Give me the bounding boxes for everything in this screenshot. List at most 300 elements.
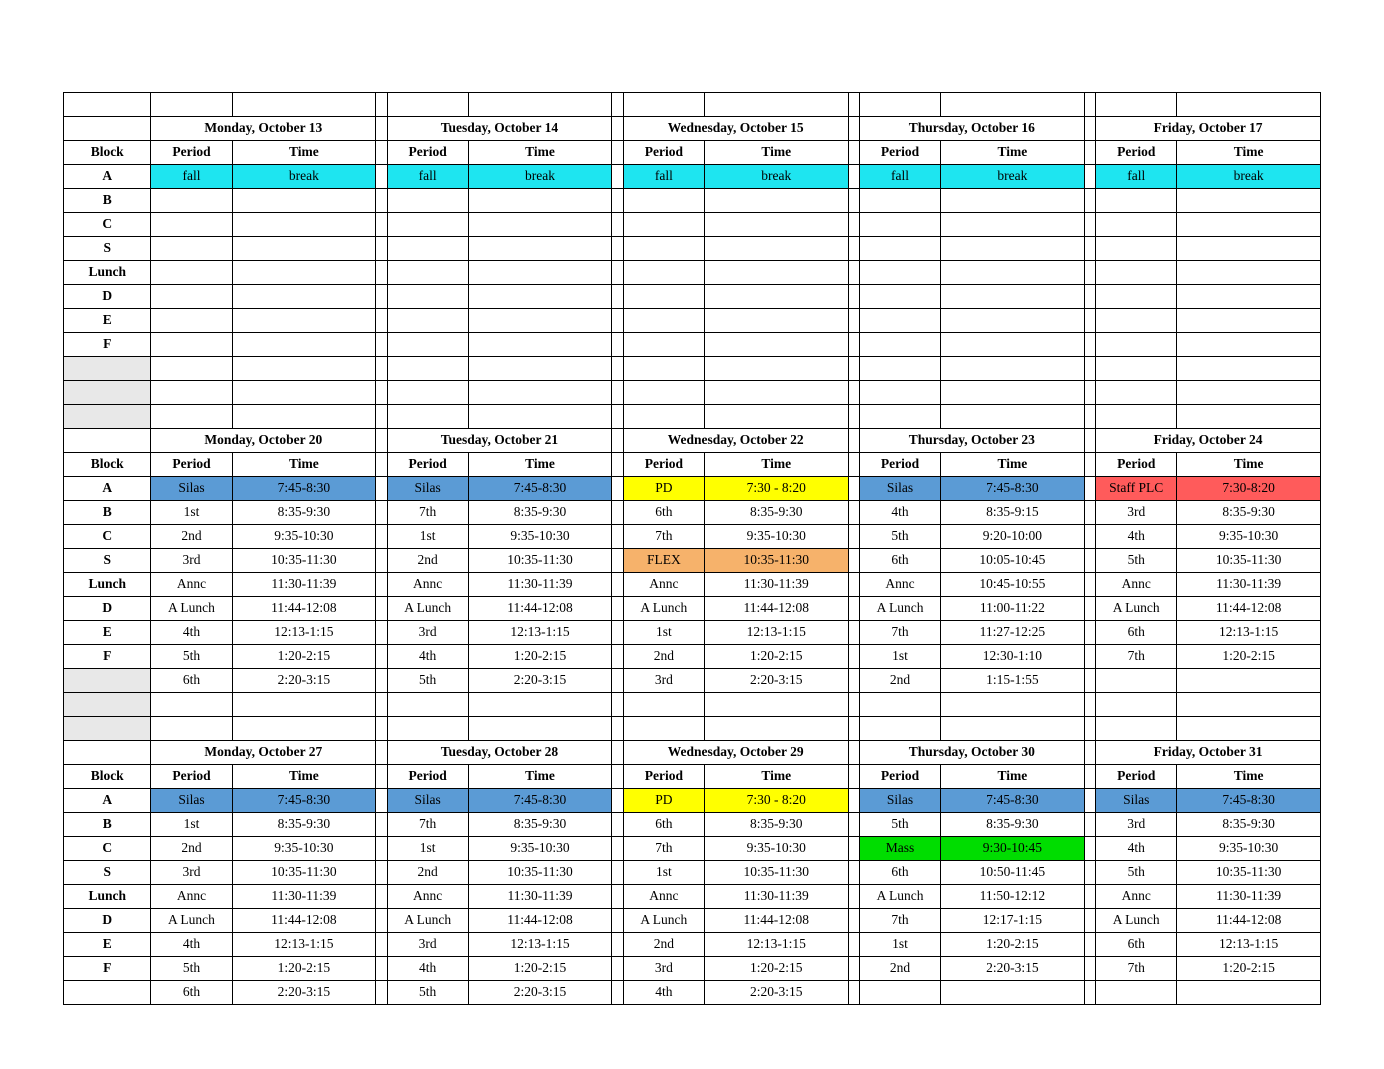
- column-gap: [376, 429, 387, 453]
- period-cell[interactable]: 7th: [623, 525, 704, 549]
- time-cell[interactable]: [1177, 285, 1321, 309]
- blank-cell: [468, 381, 612, 405]
- time-cell[interactable]: 2:20-3:15: [232, 669, 376, 693]
- period-cell[interactable]: [623, 261, 704, 285]
- time-cell[interactable]: 8:35-9:30: [704, 501, 848, 525]
- period-cell[interactable]: 2nd: [859, 669, 940, 693]
- time-cell[interactable]: 11:30-11:39: [232, 885, 376, 909]
- time-cell[interactable]: 8:35-9:30: [704, 813, 848, 837]
- time-cell[interactable]: [941, 357, 1085, 381]
- block-label-cell: Lunch: [64, 573, 151, 597]
- period-cell[interactable]: 5th: [1096, 549, 1177, 573]
- period-cell[interactable]: [623, 189, 704, 213]
- period-cell[interactable]: A Lunch: [387, 909, 468, 933]
- time-cell[interactable]: [1177, 981, 1321, 1005]
- time-cell[interactable]: 11:44-12:08: [232, 909, 376, 933]
- time-cell[interactable]: 10:45-10:55: [941, 573, 1085, 597]
- time-cell[interactable]: 7:30 - 8:20: [704, 789, 848, 813]
- time-cell[interactable]: break: [468, 165, 612, 189]
- time-cell[interactable]: 7:45-8:30: [232, 789, 376, 813]
- time-cell[interactable]: [1177, 309, 1321, 333]
- period-cell[interactable]: fall: [1096, 165, 1177, 189]
- period-cell[interactable]: 5th: [151, 957, 232, 981]
- period-cell[interactable]: [1096, 309, 1177, 333]
- period-cell[interactable]: [1096, 981, 1177, 1005]
- time-cell[interactable]: 2:20-3:15: [704, 669, 848, 693]
- period-cell[interactable]: [1096, 261, 1177, 285]
- period-cell[interactable]: fall: [151, 165, 232, 189]
- time-cell[interactable]: 8:35-9:30: [1177, 501, 1321, 525]
- period-cell[interactable]: 1st: [623, 621, 704, 645]
- period-cell[interactable]: [1096, 213, 1177, 237]
- period-cell[interactable]: 7th: [859, 909, 940, 933]
- time-cell[interactable]: 9:20-10:00: [941, 525, 1085, 549]
- column-gap: [848, 501, 859, 525]
- time-cell[interactable]: 1:20-2:15: [704, 957, 848, 981]
- period-cell[interactable]: [151, 237, 232, 261]
- time-cell[interactable]: 2:20-3:15: [232, 981, 376, 1005]
- period-cell[interactable]: 2nd: [387, 861, 468, 885]
- time-cell[interactable]: [941, 333, 1085, 357]
- period-cell[interactable]: [151, 333, 232, 357]
- period-cell[interactable]: 4th: [151, 933, 232, 957]
- time-cell[interactable]: 8:35-9:30: [941, 813, 1085, 837]
- blank-cell: [468, 717, 612, 741]
- period-cell[interactable]: 1st: [859, 933, 940, 957]
- period-cell[interactable]: [859, 237, 940, 261]
- time-cell[interactable]: 10:35-11:30: [1177, 549, 1321, 573]
- time-cell[interactable]: [1177, 237, 1321, 261]
- time-cell[interactable]: 12:17-1:15: [941, 909, 1085, 933]
- column-gap: [1084, 765, 1095, 789]
- period-cell[interactable]: Mass: [859, 837, 940, 861]
- period-cell[interactable]: [623, 237, 704, 261]
- period-cell[interactable]: [387, 213, 468, 237]
- period-cell[interactable]: 3rd: [387, 933, 468, 957]
- period-cell[interactable]: Annc: [151, 573, 232, 597]
- period-cell[interactable]: PD: [623, 789, 704, 813]
- time-cell[interactable]: 1:20-2:15: [232, 957, 376, 981]
- time-cell[interactable]: [468, 333, 612, 357]
- time-cell[interactable]: 8:35-9:30: [468, 501, 612, 525]
- period-cell[interactable]: 1st: [623, 861, 704, 885]
- time-cell[interactable]: [704, 237, 848, 261]
- time-cell[interactable]: 9:35-10:30: [704, 837, 848, 861]
- period-cell[interactable]: [623, 285, 704, 309]
- time-cell[interactable]: 9:35-10:30: [232, 837, 376, 861]
- period-cell[interactable]: 2nd: [859, 957, 940, 981]
- time-cell[interactable]: [941, 309, 1085, 333]
- period-cell[interactable]: [1096, 669, 1177, 693]
- time-cell[interactable]: 8:35-9:30: [232, 501, 376, 525]
- period-cell[interactable]: Annc: [1096, 885, 1177, 909]
- period-cell[interactable]: fall: [623, 165, 704, 189]
- time-cell[interactable]: 10:35-11:30: [468, 549, 612, 573]
- period-cell[interactable]: [1096, 237, 1177, 261]
- period-cell[interactable]: Silas: [151, 477, 232, 501]
- period-cell[interactable]: A Lunch: [151, 597, 232, 621]
- period-cell[interactable]: A Lunch: [151, 909, 232, 933]
- time-cell[interactable]: 1:20-2:15: [468, 645, 612, 669]
- period-cell[interactable]: 1st: [151, 813, 232, 837]
- day-header-row: [64, 429, 1321, 453]
- time-cell[interactable]: 2:20-3:15: [468, 981, 612, 1005]
- period-cell[interactable]: Silas: [859, 477, 940, 501]
- time-cell[interactable]: [232, 237, 376, 261]
- period-cell[interactable]: 7th: [1096, 645, 1177, 669]
- period-cell[interactable]: Annc: [387, 885, 468, 909]
- time-cell[interactable]: 11:30-11:39: [468, 573, 612, 597]
- day-header: Monday, October 27: [151, 741, 376, 765]
- column-gap: [376, 117, 387, 141]
- period-cell[interactable]: 5th: [859, 813, 940, 837]
- time-cell[interactable]: 11:30-11:39: [704, 885, 848, 909]
- time-cell[interactable]: 9:35-10:30: [704, 525, 848, 549]
- period-cell[interactable]: 5th: [387, 669, 468, 693]
- time-cell[interactable]: 9:35-10:30: [1177, 837, 1321, 861]
- time-cell[interactable]: 10:05-10:45: [941, 549, 1085, 573]
- period-cell[interactable]: A Lunch: [623, 909, 704, 933]
- time-cell[interactable]: [941, 285, 1085, 309]
- period-cell[interactable]: 2nd: [623, 645, 704, 669]
- time-cell[interactable]: [1177, 333, 1321, 357]
- time-cell[interactable]: 1:20-2:15: [941, 933, 1085, 957]
- time-cell[interactable]: 10:35-11:30: [704, 549, 848, 573]
- time-cell[interactable]: [232, 285, 376, 309]
- time-cell[interactable]: 7:30-8:20: [1177, 477, 1321, 501]
- period-cell[interactable]: [859, 189, 940, 213]
- period-cell[interactable]: [387, 261, 468, 285]
- time-cell[interactable]: 7:45-8:30: [468, 789, 612, 813]
- period-cell[interactable]: Staff PLC: [1096, 477, 1177, 501]
- time-cell[interactable]: 11:44-12:08: [468, 909, 612, 933]
- period-cell[interactable]: 5th: [387, 981, 468, 1005]
- period-cell[interactable]: [387, 189, 468, 213]
- time-cell[interactable]: break: [1177, 165, 1321, 189]
- time-cell[interactable]: [704, 285, 848, 309]
- time-cell[interactable]: 12:13-1:15: [1177, 621, 1321, 645]
- time-cell[interactable]: 10:35-11:30: [232, 861, 376, 885]
- time-cell[interactable]: 9:35-10:30: [468, 837, 612, 861]
- time-cell[interactable]: 11:00-11:22: [941, 597, 1085, 621]
- time-cell[interactable]: 11:44-12:08: [704, 597, 848, 621]
- period-cell[interactable]: [1096, 357, 1177, 381]
- time-cell[interactable]: 10:35-11:30: [704, 861, 848, 885]
- period-cell[interactable]: 6th: [1096, 933, 1177, 957]
- time-cell[interactable]: 8:35-9:30: [468, 813, 612, 837]
- period-cell[interactable]: 6th: [859, 861, 940, 885]
- period-cell[interactable]: A Lunch: [859, 885, 940, 909]
- time-cell[interactable]: 1:20-2:15: [1177, 645, 1321, 669]
- period-cell[interactable]: 6th: [623, 501, 704, 525]
- column-gap: [612, 381, 623, 405]
- period-cell[interactable]: [387, 333, 468, 357]
- time-cell[interactable]: 10:35-11:30: [468, 861, 612, 885]
- time-cell[interactable]: [232, 333, 376, 357]
- period-cell[interactable]: 6th: [1096, 621, 1177, 645]
- time-cell[interactable]: 12:13-1:15: [232, 933, 376, 957]
- time-cell[interactable]: [468, 357, 612, 381]
- period-cell[interactable]: 3rd: [623, 669, 704, 693]
- period-cell[interactable]: 7th: [387, 501, 468, 525]
- period-cell[interactable]: 7th: [1096, 957, 1177, 981]
- period-cell[interactable]: 3rd: [1096, 813, 1177, 837]
- time-cell[interactable]: 7:45-8:30: [941, 789, 1085, 813]
- time-cell[interactable]: [1177, 261, 1321, 285]
- period-cell[interactable]: Annc: [623, 573, 704, 597]
- column-gap: [848, 789, 859, 813]
- column-gap: [848, 117, 859, 141]
- table-row: [64, 669, 1321, 693]
- time-cell[interactable]: [941, 213, 1085, 237]
- period-cell[interactable]: 6th: [623, 813, 704, 837]
- period-cell[interactable]: 4th: [151, 621, 232, 645]
- period-cell[interactable]: 2nd: [623, 933, 704, 957]
- time-cell[interactable]: 11:44-12:08: [704, 909, 848, 933]
- time-cell[interactable]: 8:35-9:30: [1177, 813, 1321, 837]
- time-cell[interactable]: 12:13-1:15: [468, 933, 612, 957]
- period-cell[interactable]: 2nd: [387, 549, 468, 573]
- blank-cell: [941, 381, 1085, 405]
- period-cell[interactable]: Silas: [387, 789, 468, 813]
- blank-cell: [623, 381, 704, 405]
- time-cell[interactable]: 9:35-10:30: [1177, 525, 1321, 549]
- period-cell[interactable]: A Lunch: [1096, 597, 1177, 621]
- period-cell[interactable]: Silas: [387, 477, 468, 501]
- period-cell[interactable]: 4th: [1096, 837, 1177, 861]
- period-cell[interactable]: [623, 213, 704, 237]
- time-cell[interactable]: 12:13-1:15: [704, 933, 848, 957]
- period-cell[interactable]: [623, 333, 704, 357]
- blank-cell: [704, 693, 848, 717]
- period-cell[interactable]: 3rd: [151, 861, 232, 885]
- period-cell[interactable]: [623, 309, 704, 333]
- period-cell[interactable]: A Lunch: [387, 597, 468, 621]
- time-cell[interactable]: 11:44-12:08: [232, 597, 376, 621]
- time-cell[interactable]: [1177, 213, 1321, 237]
- time-cell[interactable]: [232, 213, 376, 237]
- period-column-header: Period: [151, 141, 232, 165]
- time-cell[interactable]: 12:13-1:15: [704, 621, 848, 645]
- period-cell[interactable]: [859, 285, 940, 309]
- time-cell[interactable]: 10:35-11:30: [232, 549, 376, 573]
- time-cell[interactable]: [468, 189, 612, 213]
- time-cell[interactable]: [232, 261, 376, 285]
- period-cell[interactable]: [151, 213, 232, 237]
- period-cell[interactable]: 4th: [859, 501, 940, 525]
- time-cell[interactable]: 11:44-12:08: [1177, 909, 1321, 933]
- time-cell[interactable]: break: [704, 165, 848, 189]
- time-cell[interactable]: [232, 309, 376, 333]
- period-cell[interactable]: 1st: [151, 501, 232, 525]
- time-cell[interactable]: 12:13-1:15: [232, 621, 376, 645]
- time-cell[interactable]: [704, 333, 848, 357]
- time-cell[interactable]: 11:30-11:39: [704, 573, 848, 597]
- period-cell[interactable]: 7th: [387, 813, 468, 837]
- column-gap: [376, 837, 387, 861]
- period-cell[interactable]: [387, 357, 468, 381]
- time-cell[interactable]: 11:30-11:39: [1177, 573, 1321, 597]
- period-cell[interactable]: Annc: [859, 573, 940, 597]
- time-cell[interactable]: [704, 357, 848, 381]
- period-cell[interactable]: A Lunch: [1096, 909, 1177, 933]
- period-cell[interactable]: [623, 357, 704, 381]
- time-cell[interactable]: 12:13-1:15: [1177, 933, 1321, 957]
- time-cell[interactable]: [468, 261, 612, 285]
- time-cell[interactable]: [1177, 189, 1321, 213]
- period-cell[interactable]: Annc: [1096, 573, 1177, 597]
- period-cell[interactable]: [859, 333, 940, 357]
- time-cell[interactable]: break: [941, 165, 1085, 189]
- period-cell[interactable]: 7th: [859, 621, 940, 645]
- column-gap: [1084, 549, 1095, 573]
- period-cell[interactable]: 7th: [623, 837, 704, 861]
- period-cell[interactable]: 3rd: [623, 957, 704, 981]
- column-gap: [612, 789, 623, 813]
- period-cell[interactable]: [1096, 189, 1177, 213]
- column-gap: [376, 189, 387, 213]
- period-cell[interactable]: 4th: [623, 981, 704, 1005]
- time-cell[interactable]: 2:20-3:15: [704, 981, 848, 1005]
- time-cell[interactable]: 11:27-12:25: [941, 621, 1085, 645]
- time-cell[interactable]: 1:20-2:15: [704, 645, 848, 669]
- period-cell[interactable]: [859, 357, 940, 381]
- time-cell[interactable]: 12:30-1:10: [941, 645, 1085, 669]
- spacer-row: [64, 717, 1321, 741]
- time-cell[interactable]: [941, 189, 1085, 213]
- time-cell[interactable]: 1:15-1:55: [941, 669, 1085, 693]
- period-cell[interactable]: [859, 309, 940, 333]
- time-cell[interactable]: [232, 189, 376, 213]
- period-cell[interactable]: 1st: [859, 645, 940, 669]
- period-cell[interactable]: Silas: [151, 789, 232, 813]
- period-cell[interactable]: 3rd: [151, 549, 232, 573]
- time-cell[interactable]: 1:20-2:15: [1177, 957, 1321, 981]
- period-cell[interactable]: fall: [859, 165, 940, 189]
- period-cell[interactable]: [151, 357, 232, 381]
- time-cell[interactable]: 11:44-12:08: [1177, 597, 1321, 621]
- period-cell[interactable]: [387, 309, 468, 333]
- time-cell[interactable]: 1:20-2:15: [232, 645, 376, 669]
- period-cell[interactable]: fall: [387, 165, 468, 189]
- period-cell[interactable]: 5th: [859, 525, 940, 549]
- time-cell[interactable]: [704, 189, 848, 213]
- period-cell[interactable]: [1096, 285, 1177, 309]
- period-cell[interactable]: 6th: [151, 981, 232, 1005]
- time-cell[interactable]: [941, 261, 1085, 285]
- period-cell[interactable]: 4th: [387, 645, 468, 669]
- period-cell[interactable]: 2nd: [151, 837, 232, 861]
- time-cell[interactable]: [704, 261, 848, 285]
- block-label-cell: F: [64, 645, 151, 669]
- time-cell[interactable]: [704, 309, 848, 333]
- period-cell[interactable]: 6th: [859, 549, 940, 573]
- period-cell[interactable]: [387, 285, 468, 309]
- time-cell[interactable]: [1177, 669, 1321, 693]
- period-cell[interactable]: Annc: [151, 885, 232, 909]
- period-cell[interactable]: A Lunch: [859, 597, 940, 621]
- time-cell[interactable]: [704, 213, 848, 237]
- period-cell[interactable]: [151, 285, 232, 309]
- time-cell[interactable]: 7:45-8:30: [941, 477, 1085, 501]
- period-cell[interactable]: [151, 261, 232, 285]
- period-cell[interactable]: [859, 213, 940, 237]
- period-cell[interactable]: [1096, 333, 1177, 357]
- time-cell[interactable]: [468, 285, 612, 309]
- time-cell[interactable]: 9:35-10:30: [468, 525, 612, 549]
- column-gap: [612, 813, 623, 837]
- blank-cell: [941, 405, 1085, 429]
- time-cell[interactable]: [468, 309, 612, 333]
- time-cell[interactable]: [1177, 357, 1321, 381]
- time-cell[interactable]: [468, 213, 612, 237]
- time-cell[interactable]: 11:44-12:08: [468, 597, 612, 621]
- time-cell[interactable]: [941, 237, 1085, 261]
- period-cell[interactable]: [151, 189, 232, 213]
- corner-cell: [64, 93, 151, 117]
- blank-cell: [387, 93, 468, 117]
- period-cell[interactable]: Silas: [1096, 789, 1177, 813]
- period-cell[interactable]: 3rd: [1096, 501, 1177, 525]
- time-cell[interactable]: 8:35-9:30: [232, 813, 376, 837]
- period-cell[interactable]: [859, 261, 940, 285]
- time-cell[interactable]: 12:13-1:15: [468, 621, 612, 645]
- period-cell[interactable]: A Lunch: [623, 597, 704, 621]
- period-cell[interactable]: 4th: [387, 957, 468, 981]
- period-cell[interactable]: [151, 309, 232, 333]
- period-cell[interactable]: Silas: [859, 789, 940, 813]
- time-cell[interactable]: 10:35-11:30: [1177, 861, 1321, 885]
- time-cell[interactable]: 10:50-11:45: [941, 861, 1085, 885]
- column-gap: [376, 549, 387, 573]
- time-cell[interactable]: [468, 237, 612, 261]
- period-cell[interactable]: 2nd: [151, 525, 232, 549]
- blank-cell: [623, 717, 704, 741]
- period-cell[interactable]: 3rd: [387, 621, 468, 645]
- time-cell[interactable]: 7:30 - 8:20: [704, 477, 848, 501]
- period-cell[interactable]: 5th: [1096, 861, 1177, 885]
- period-cell[interactable]: 6th: [151, 669, 232, 693]
- period-cell[interactable]: PD: [623, 477, 704, 501]
- time-cell[interactable]: 2:20-3:15: [468, 669, 612, 693]
- time-cell[interactable]: 11:30-11:39: [1177, 885, 1321, 909]
- time-cell[interactable]: 9:35-10:30: [232, 525, 376, 549]
- time-cell[interactable]: 7:45-8:30: [1177, 789, 1321, 813]
- period-cell[interactable]: 5th: [151, 645, 232, 669]
- time-cell[interactable]: 8:35-9:15: [941, 501, 1085, 525]
- time-cell[interactable]: break: [232, 165, 376, 189]
- period-cell[interactable]: Annc: [387, 573, 468, 597]
- period-cell[interactable]: 1st: [387, 525, 468, 549]
- blank-cell: [1096, 717, 1177, 741]
- time-cell[interactable]: [232, 357, 376, 381]
- period-cell[interactable]: [387, 237, 468, 261]
- time-cell[interactable]: 7:45-8:30: [468, 477, 612, 501]
- time-cell[interactable]: 7:45-8:30: [232, 477, 376, 501]
- period-cell[interactable]: 1st: [387, 837, 468, 861]
- time-cell[interactable]: 11:50-12:12: [941, 885, 1085, 909]
- time-cell[interactable]: 1:20-2:15: [468, 957, 612, 981]
- time-cell[interactable]: 11:30-11:39: [468, 885, 612, 909]
- time-cell[interactable]: 9:30-10:45: [941, 837, 1085, 861]
- period-cell[interactable]: FLEX: [623, 549, 704, 573]
- period-cell[interactable]: [859, 981, 940, 1005]
- period-cell[interactable]: 4th: [1096, 525, 1177, 549]
- time-cell[interactable]: 2:20-3:15: [941, 957, 1085, 981]
- period-cell[interactable]: Annc: [623, 885, 704, 909]
- time-cell[interactable]: 11:30-11:39: [232, 573, 376, 597]
- time-cell[interactable]: [941, 981, 1085, 1005]
